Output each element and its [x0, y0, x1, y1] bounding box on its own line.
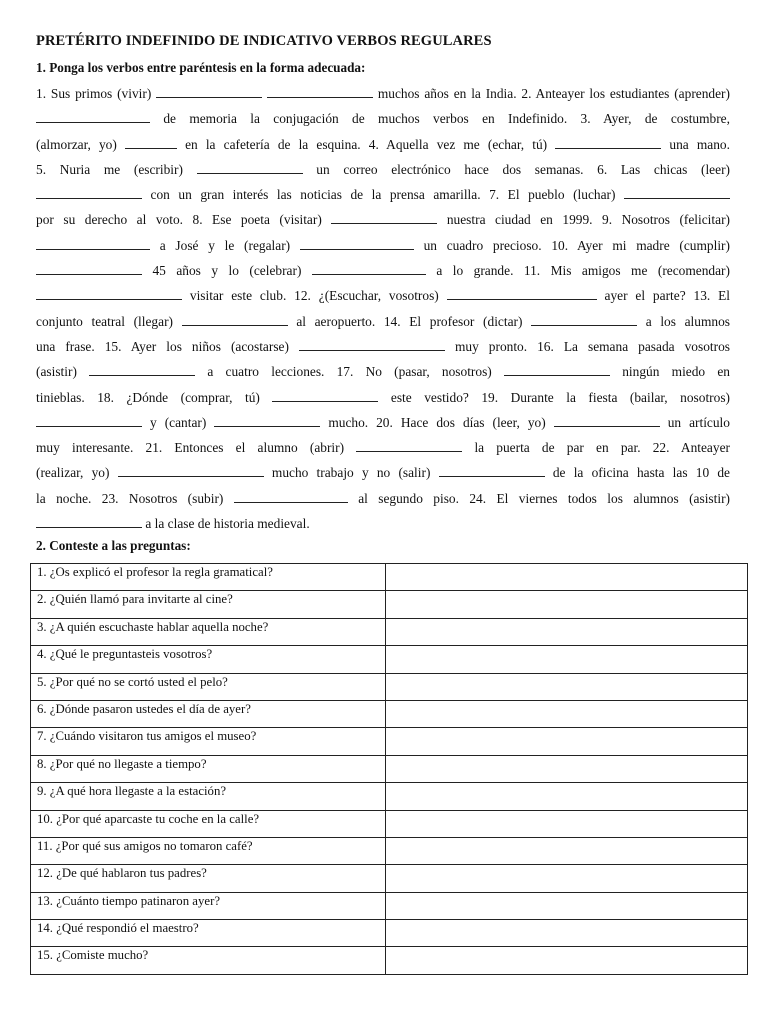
exercise-line [36, 207, 730, 232]
answer-cell[interactable] [386, 892, 748, 919]
exercise-text: al segundo piso. 24. El viernes todos los alumnos (asistir) [358, 490, 730, 506]
table-row [31, 783, 748, 810]
table-row [31, 810, 748, 837]
answer-cell[interactable] [386, 646, 748, 673]
exercise-text: la puerta de par en par. 22. Anteayer [474, 440, 730, 456]
question-cell: 12. ¿De qué hablaron tus padres? [31, 865, 386, 892]
exercise-text: ningún miedo en [622, 364, 730, 380]
exercise-line [36, 157, 730, 182]
answer-blank[interactable] [624, 186, 730, 199]
exercise-text: (realizar, yo) [36, 465, 110, 481]
exercise-text: y (cantar) [150, 414, 207, 430]
answer-cell[interactable] [386, 810, 748, 837]
answer-blank[interactable] [118, 464, 264, 477]
answer-blank[interactable] [36, 515, 142, 528]
table-row [31, 564, 748, 591]
answer-blank[interactable] [554, 414, 660, 427]
exercise-line [36, 385, 730, 410]
answer-blank[interactable] [36, 186, 142, 199]
exercise-text: tinieblas. 18. ¿Dónde (comprar, tú) [36, 389, 260, 405]
answer-blank[interactable] [36, 287, 182, 300]
answer-blank[interactable] [504, 363, 610, 376]
exercise-text: con un gran interés las noticias de la prensa amarilla. 7. El pueblo (luchar) [150, 187, 616, 203]
exercise-text: mucho trabajo y no (salir) [271, 465, 431, 481]
answer-cell[interactable] [386, 755, 748, 782]
exercise-text: a lo grande. 11. Mis amigos me (recomendar) [436, 263, 730, 279]
answer-blank[interactable] [36, 110, 150, 123]
exercise-line [36, 258, 730, 283]
answer-cell[interactable] [386, 564, 748, 591]
answer-blank[interactable] [331, 211, 437, 224]
section2-heading: 2. Conteste a las preguntas: [36, 538, 191, 553]
question-cell: 1. ¿Os explicó el profesor la regla gramatical? [31, 564, 386, 591]
table-row [31, 728, 748, 755]
exercise-text: a cuatro lecciones. 17. No (pasar, nosotros) [207, 364, 492, 380]
answer-blank[interactable] [89, 363, 195, 376]
questions-table [30, 563, 748, 975]
exercise-text: (asistir) [36, 364, 77, 380]
exercise-line [36, 460, 730, 485]
answer-blank[interactable] [447, 287, 597, 300]
question-cell: 15. ¿Comiste mucho? [31, 947, 386, 974]
exercise-text: un artículo [667, 414, 730, 430]
exercise-text: a José y le (regalar) [159, 237, 291, 253]
exercise-line [36, 309, 730, 334]
answer-blank[interactable] [531, 313, 637, 326]
exercise-text: a los alumnos [645, 313, 730, 329]
answer-cell[interactable] [386, 728, 748, 755]
answer-cell[interactable] [386, 673, 748, 700]
question-cell: 10. ¿Por qué aparcaste tu coche en la calle? [31, 810, 386, 837]
answer-cell[interactable] [386, 837, 748, 864]
question-cell: 6. ¿Dónde pasaron ustedes el día de ayer? [31, 700, 386, 727]
exercise-line [36, 283, 730, 308]
exercise-line [36, 486, 730, 511]
answer-blank[interactable] [36, 262, 142, 275]
exercise-text: al aeropuerto. 14. El profesor (dictar) [296, 313, 523, 329]
exercise-text: muchos años en la India. 2. Anteayer los estudiantes (aprender) [377, 86, 730, 101]
question-cell: 13. ¿Cuánto tiempo patinaron ayer? [31, 892, 386, 919]
question-cell: 14. ¿Qué respondió el maestro? [31, 920, 386, 947]
table-row [31, 892, 748, 919]
exercise-line [36, 233, 730, 258]
answer-blank[interactable] [267, 85, 373, 98]
answer-cell[interactable] [386, 920, 748, 947]
answer-blank[interactable] [36, 237, 150, 250]
answer-blank[interactable] [299, 338, 445, 351]
answer-blank[interactable] [182, 313, 288, 326]
question-cell: 11. ¿Por qué sus amigos no tomaron café? [31, 837, 386, 864]
answer-blank[interactable] [234, 490, 348, 503]
answer-blank[interactable] [156, 85, 262, 98]
table-row [31, 947, 748, 974]
exercise-text: en la cafetería de la esquina. 4. Aquella vez me (echar, tú) [185, 136, 548, 152]
exercise-text: una mano. [669, 136, 730, 152]
answer-blank[interactable] [356, 439, 462, 452]
exercise-line [36, 410, 730, 435]
table-row [31, 837, 748, 864]
exercise-text: visitar este club. 12. ¿(Escuchar, vosotros) [189, 288, 439, 304]
exercise-text: por su derecho al voto. 8. Ese poeta (visitar) [36, 212, 322, 228]
question-cell: 3. ¿A quién escuchaste hablar aquella noche? [31, 618, 386, 645]
page-title: PRETÉRITO INDEFINIDO DE INDICATIVO VERBOS REGULARES [36, 33, 492, 49]
exercise-text: un correo electrónico hace dos semanas. 6. Las chicas (leer) [316, 161, 730, 177]
exercise-text: a la clase de historia medieval. [145, 516, 310, 532]
answer-cell[interactable] [386, 865, 748, 892]
exercise-text: muy interesante. 21. Entonces el alumno (abrir) [36, 440, 345, 456]
question-cell: 4. ¿Qué le preguntasteis vosotros? [31, 646, 386, 673]
exercise-line [36, 182, 730, 207]
table-row [31, 591, 748, 618]
exercise-text: de memoria la conjugación de muchos verbos en Indefinido. 3. Ayer, de costumbre, [163, 111, 730, 127]
exercise-line [36, 81, 730, 106]
exercise-text: este vestido? 19. Durante la fiesta (bailar, nosotros) [390, 389, 730, 405]
exercise-line [36, 435, 730, 460]
exercise-text: la noche. 23. Nosotros (subir) [36, 490, 224, 506]
table-row [31, 920, 748, 947]
answer-blank[interactable] [36, 414, 142, 427]
exercise-text: una frase. 15. Ayer los niños (acostarse) [36, 338, 289, 354]
question-cell: 9. ¿A qué hora llegaste a la estación? [31, 783, 386, 810]
answer-blank[interactable] [300, 237, 414, 250]
answer-blank[interactable] [197, 161, 303, 174]
section1-heading: 1. Ponga los verbos entre paréntesis en la forma adecuada: [36, 60, 366, 75]
answer-cell[interactable] [386, 700, 748, 727]
exercise-text: nuestra ciudad en 1999. 9. Nosotros (felicitar) [446, 212, 730, 228]
answer-blank[interactable] [439, 464, 545, 477]
exercise-text: un cuadro precioso. 10. Ayer mi madre (cumplir) [423, 237, 730, 253]
table-row [31, 755, 748, 782]
answer-blank[interactable] [555, 136, 661, 149]
question-cell: 7. ¿Cuándo visitaron tus amigos el museo? [31, 728, 386, 755]
answer-cell[interactable] [386, 783, 748, 810]
exercise-text: conjunto teatral (llegar) [36, 313, 173, 329]
exercise-text: de la oficina hasta las 10 de [552, 465, 730, 481]
exercise-text: mucho. 20. Hace dos días (leer, yo) [328, 414, 546, 430]
exercise-line [36, 106, 730, 131]
table-row [31, 865, 748, 892]
exercise-text: ayer el parte? 13. El [604, 288, 730, 304]
table-row [31, 673, 748, 700]
answer-cell[interactable] [386, 591, 748, 618]
answer-cell[interactable] [386, 618, 748, 645]
exercise-line [36, 359, 730, 384]
answer-cell[interactable] [386, 947, 748, 974]
exercise-line [36, 511, 730, 536]
table-row [31, 700, 748, 727]
question-cell: 5. ¿Por qué no se cortó usted el pelo? [31, 673, 386, 700]
table-row [31, 646, 748, 673]
exercise-text: muy pronto. 16. La semana pasada vosotros [454, 338, 730, 354]
answer-blank[interactable] [272, 389, 378, 402]
question-cell: 8. ¿Por qué no llegaste a tiempo? [31, 755, 386, 782]
question-cell: 2. ¿Quién llamó para invitarte al cine? [31, 591, 386, 618]
exercise-line [36, 132, 730, 157]
answer-blank[interactable] [312, 262, 426, 275]
exercise-text: 45 años y lo (celebrar) [152, 263, 302, 279]
exercise-text: (almorzar, yo) [36, 136, 117, 152]
answer-blank[interactable] [125, 136, 177, 149]
answer-blank[interactable] [214, 414, 320, 427]
exercise-line [36, 334, 730, 359]
exercise-text: 1. Sus primos (vivir) [36, 86, 152, 101]
table-row [31, 618, 748, 645]
exercise-text: 5. Nuria me (escribir) [36, 161, 183, 177]
exercise1-paragraph [36, 81, 730, 531]
